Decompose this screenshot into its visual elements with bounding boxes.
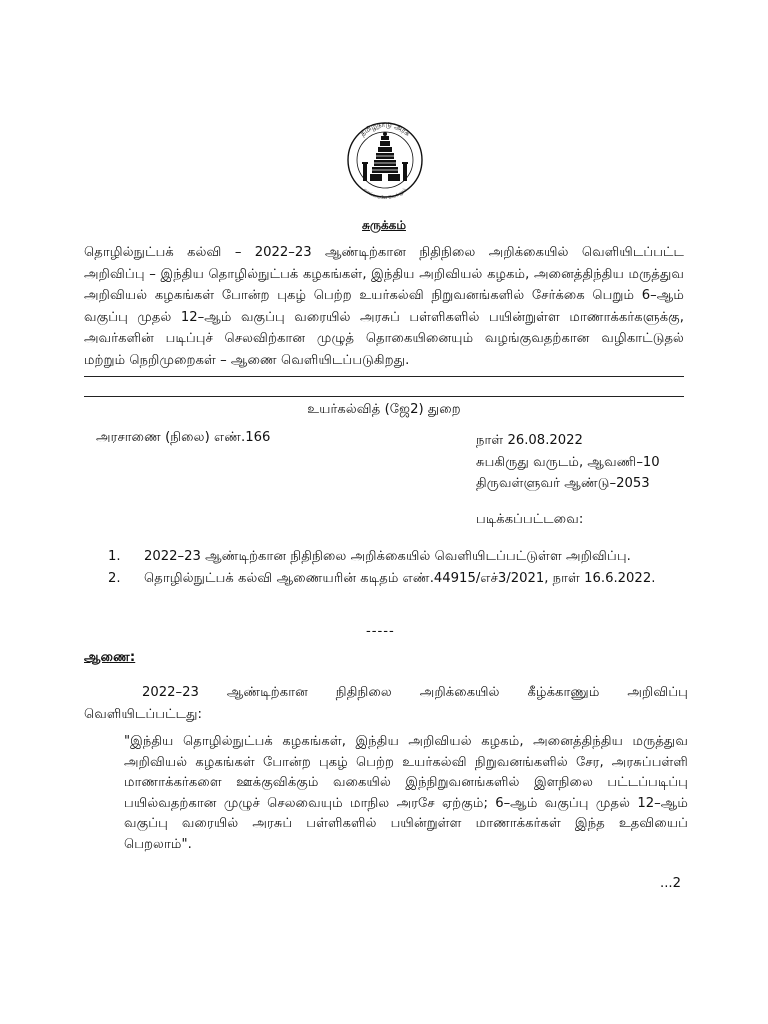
page-continuation-marker: ...2 [660, 876, 681, 891]
svg-text:வாய்மையே வெல்லும்: வாய்மையே வெல்லும் [362, 187, 408, 202]
svg-text:தமிழ்நாடு அரசு: தமிழ்நாடு அரசு [358, 120, 412, 138]
reference-number: 1. [108, 549, 121, 564]
tamil-year-line: சுபகிருது வருடம், ஆவணி–10 [476, 454, 660, 470]
announcement-quote: "இந்திய தொழில்நுட்பக் கழகங்கள், இந்திய அறிவியல் கழகம், அனைத்திந்திய மருத்துவ அறிவியல் கழகங்கள் போன்ற புகழ் பெற்ற உயர்கல்வி நிறுவனங்களில் சேர, அரசுப்பள்ளி மாணாக்கர்களை ஊக்குவிக்கும் வகையில் இந்நிறுவனங்களில் இளநிலை பட்டப்படிப்பு பயில்வதற்கான முழுச் செலவையும் மாநில அரசே ஏற்கும்; 6–ஆம் வகுப்பு முதல் 12–ஆம் வகுப்பு வரையில் அரசுப் பள்ளிகளில் பயின்றுள்ள மாணாக்கர்கள் இந்த உதவியைப் பெறலாம்". [124, 734, 688, 852]
abstract-double-rule [84, 396, 684, 397]
reference-item [108, 568, 688, 590]
reference-text: தொழில்நுட்பக் கல்வி ஆணையரின் கடிதம் எண்.44915/எச்3/2021, நாள் 16.6.2022. [144, 570, 656, 586]
order-paragraph: 2022–23 ஆண்டிற்கான நிதிநிலை அறிக்கையில் கீழ்க்காணும் அறிவிப்பு வெளியிடப்பட்டது: [84, 685, 688, 722]
government-order-number: அரசாணை (நிலை) எண்.166 [96, 430, 271, 445]
reference-text: 2022–23 ஆண்டிற்கான நிதிநிலை அறிக்கையில் வெளியிடப்பட்டுள்ள அறிவிப்பு. [144, 549, 631, 564]
section-separator: ----- [366, 624, 395, 639]
reference-item [108, 546, 688, 568]
abstract-text: தொழில்நுட்பக் கல்வி – 2022–23 ஆண்டிற்கான நிதிநிலை அறிக்கையில் வெளியிடப்பட்ட அறிவிப்பு – இந்திய தொழில்நுட்பக் கழகங்கள், இந்திய அறிவியல் கழகம், அனைத்திந்திய மருத்துவ அறிவியல் கழகங்கள் போன்ற புகழ் பெற்ற உயர்கல்வி நிறுவனங்களில் சேர்க்கை பெறும் 6–ஆம் வகுப்பு முதல் 12–ஆம் வகுப்பு வரையில் அரசுப் பள்ளிகளில் பயின்றுள்ள மாணாக்கர்களுக்கு, அவர்களின் படிப்புச் செலவிற்கான முழுத் தொகையினையும் வழங்குவதற்கான வழிகாட்டுதல் மற்றும் நெறிமுறைகள் – ஆணை வெளியிடப்படுகிறது. [84, 242, 684, 377]
date-block [476, 430, 660, 495]
date-line: நாள் 26.08.2022 [476, 433, 583, 448]
references-list [108, 546, 688, 589]
order-heading: ஆணை: [84, 650, 136, 665]
thiruvalluvar-year-line: திருவள்ளுவர் ஆண்டு–2053 [476, 476, 650, 491]
abstract-heading: சுருக்கம் [362, 218, 406, 232]
department-name: உயர்கல்வித் (ஜே2) துறை [307, 402, 461, 417]
tamil-nadu-government-emblem-icon [346, 112, 424, 208]
read-label: படிக்கப்பட்டவை: [476, 512, 584, 527]
reference-number: 2. [108, 570, 121, 586]
